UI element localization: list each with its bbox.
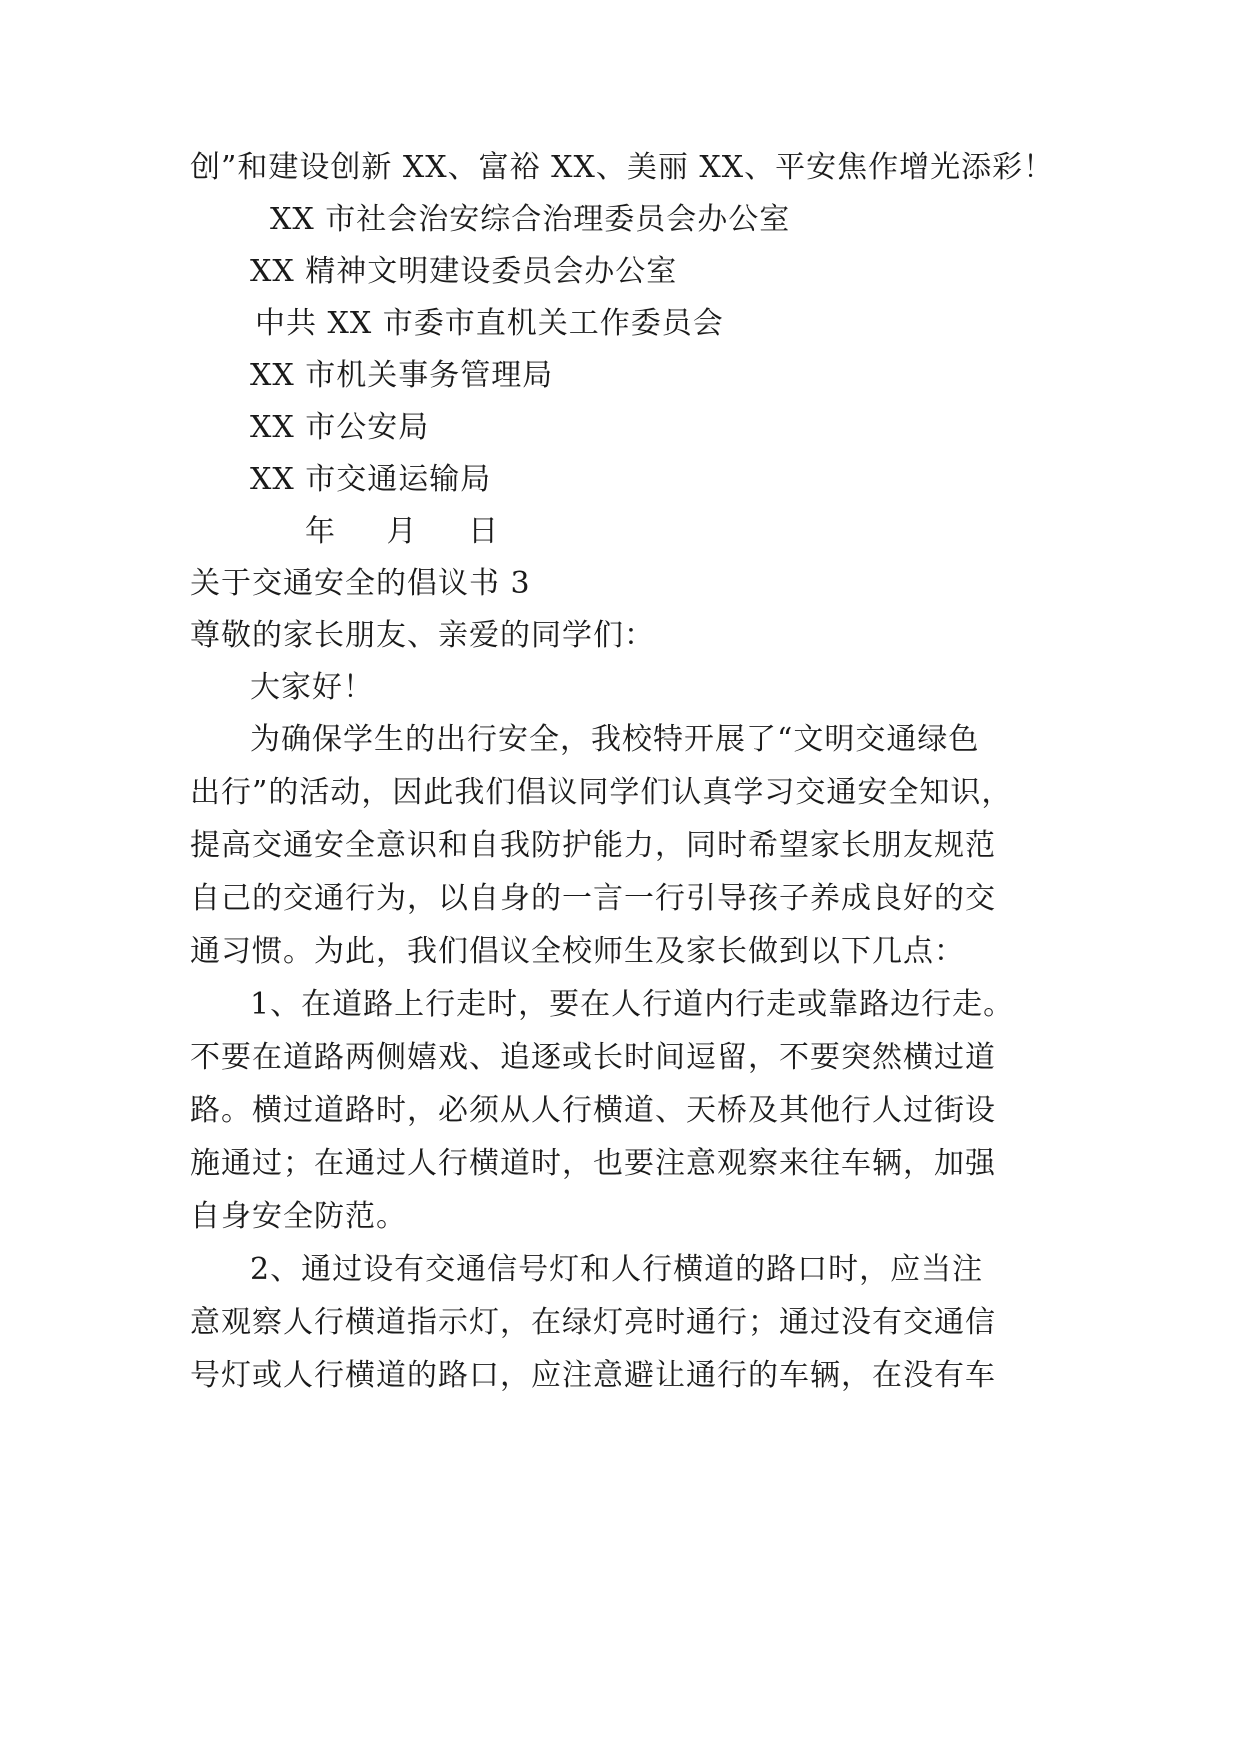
item-1-line: 不要在道路两侧嬉戏、追逐或长时间逗留，不要突然横过道	[190, 1040, 996, 1075]
paragraph-line: 为确保学生的出行安全，我校特开展了“文明交通绿色	[250, 722, 980, 757]
signatory-org-5: XX 市公安局	[250, 410, 430, 445]
item-2-line: 号灯或人行横道的路口，应注意避让通行的车辆，在没有车	[190, 1358, 996, 1393]
date-day: 日	[468, 514, 500, 549]
section-title: 关于交通安全的倡议书 3	[190, 566, 531, 601]
date-line	[305, 512, 539, 552]
paragraph-line: 通习惯。为此，我们倡议全校师生及家长做到以下几点：	[190, 934, 965, 969]
item-1-line: 1、在道路上行走时，要在人行道内行走或靠路边行走。	[250, 987, 1015, 1022]
date-month: 月	[386, 514, 418, 549]
item-1-line: 自身安全防范。	[190, 1199, 407, 1234]
signatory-org-3: 中共 XX 市委市直机关工作委员会	[255, 306, 724, 341]
paragraph-line: 提高交通安全意识和自我防护能力，同时希望家长朋友规范	[190, 828, 996, 863]
signatory-org-4: XX 市机关事务管理局	[250, 358, 554, 393]
greeting: 大家好！	[250, 670, 374, 705]
item-1-line: 施通过；在通过人行横道时，也要注意观察来往车辆，加强	[190, 1146, 996, 1181]
paragraph-line: 出行”的活动，因此我们倡议同学们认真学习交通安全知识，	[190, 775, 1013, 810]
item-1-line: 路。横过道路时，必须从人行横道、天桥及其他行人过街设	[190, 1093, 996, 1128]
date-year: 年	[305, 514, 336, 549]
salutation: 尊敬的家长朋友、亲爱的同学们：	[190, 618, 655, 653]
paragraph-line: 自己的交通行为，以自身的一言一行引导孩子养成良好的交	[190, 881, 996, 916]
signatory-org-6: XX 市交通运输局	[250, 462, 492, 497]
signatory-org-1: XX 市社会治安综合治理委员会办公室	[270, 202, 791, 237]
closing-line: 创”和建设创新 XX、富裕 XX、美丽 XX、平安焦作增光添彩！	[190, 150, 1055, 185]
item-2-line: 2、通过设有交通信号灯和人行横道的路口时，应当注	[250, 1252, 984, 1287]
item-2-line: 意观察人行横道指示灯，在绿灯亮时通行；通过没有交通信	[190, 1305, 996, 1340]
signatory-org-2: XX 精神文明建设委员会办公室	[250, 254, 678, 289]
